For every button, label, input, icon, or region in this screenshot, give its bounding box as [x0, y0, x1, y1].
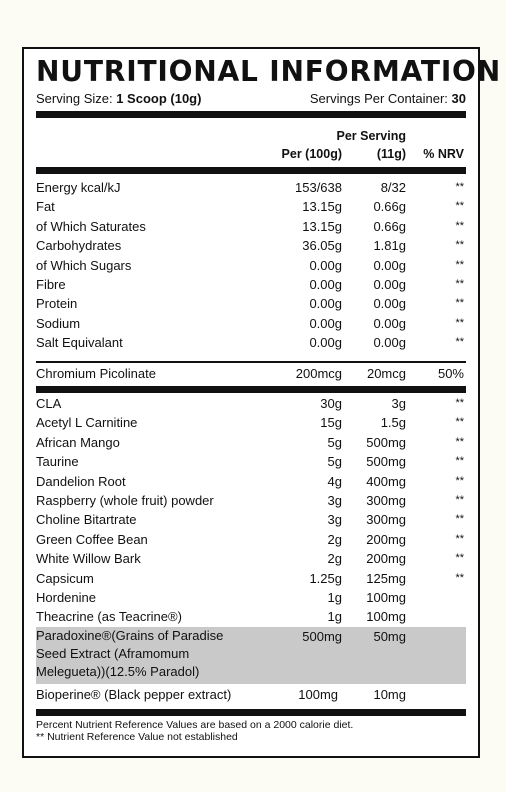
row-nrv: **: [455, 494, 464, 506]
row-name: Green Coffee Bean: [36, 531, 148, 547]
row-per-100g: 36.05g: [302, 238, 342, 254]
row-per-100g: 4g: [327, 473, 342, 489]
paradoxine-line-2: Seed Extract (Aframomum: [36, 646, 190, 661]
row-name: Protein: [36, 296, 78, 312]
row-nrv: **: [455, 455, 464, 468]
row-per-serving: 125mg: [366, 570, 406, 586]
row-per-serving: 200mg: [366, 531, 406, 547]
mineral-divider-top: [36, 361, 466, 363]
servings-per-container-label: Servings Per Container:: [309, 91, 448, 106]
row-per-serving: 400mg: [366, 473, 406, 489]
servings-per-container-value: 30: [451, 91, 466, 106]
row-nrv: **: [455, 219, 464, 232]
header-per-serving-line2: (11g): [376, 147, 406, 161]
row-name: Hordenine: [36, 590, 96, 605]
row-per-serving: 500mg: [366, 434, 406, 450]
actives-divider: [36, 386, 466, 393]
row-per-serving: 0.00g: [373, 315, 406, 331]
row-per-serving: 100mg: [366, 590, 406, 605]
columns-divider: [36, 167, 466, 174]
row-per-100g: 1.25g: [309, 570, 342, 586]
row-per-100g: 5g: [327, 454, 342, 470]
row-per-serving: 0.00g: [373, 277, 406, 292]
row-nrv: **: [455, 278, 464, 290]
row-name: Energy kcal/kJ: [36, 180, 121, 195]
row-name: Taurine: [36, 454, 79, 470]
row-per-serving: 0.00g: [373, 257, 406, 273]
footer-divider: [36, 709, 466, 716]
paradoxine-per-serving: 50mg: [373, 629, 406, 644]
row-nrv: **: [455, 397, 464, 409]
row-per-serving: 0.00g: [373, 335, 406, 351]
serving-size-value: 1 Scoop (10g): [116, 91, 202, 106]
bioperine-name: Bioperine® (Black pepper extract): [36, 687, 232, 702]
header-divider: [36, 111, 466, 118]
row-nrv: **: [455, 571, 464, 584]
paradoxine-line-1: Paradoxine®(Grains of Paradise: [36, 628, 224, 643]
serving-info: [36, 91, 466, 107]
paradoxine-line-3: Melegueta))(12.5% Paradol): [36, 664, 200, 679]
row-name: CLA: [36, 396, 62, 411]
row-name: Choline Bitartrate: [36, 512, 137, 528]
row-nrv: **: [455, 316, 464, 329]
row-per-100g: 2g: [327, 531, 342, 547]
row-name: Raspberry (whole fruit) powder: [36, 493, 214, 508]
row-per-serving: 3g: [391, 396, 406, 411]
row-per-100g: 3g: [327, 493, 342, 508]
row-per-100g: 0.00g: [309, 277, 342, 292]
row-name: Fibre: [36, 277, 66, 292]
serving-size: [36, 91, 201, 107]
row-per-100g: 0.00g: [309, 335, 342, 351]
footnote-reference: Percent Nutrient Reference Values are based on a 2000 calorie diet.: [36, 719, 354, 731]
servings-per-container: [310, 91, 466, 107]
row-nrv: **: [455, 552, 464, 565]
row-nrv: **: [455, 200, 464, 213]
row-per-100g: 0.00g: [309, 296, 342, 312]
row-per-100g: 13.15g: [302, 199, 342, 215]
row-per-serving: 200mg: [366, 551, 406, 567]
row-name: White Willow Bark: [36, 551, 141, 567]
row-per-100g: 3g: [327, 512, 342, 528]
row-per-100g: 30g: [320, 396, 342, 411]
row-per-100g: 0.00g: [309, 257, 342, 273]
header-nrv: % NRV: [423, 147, 464, 161]
row-per-100g: 5g: [327, 434, 342, 450]
row-per-100g: 1g: [327, 609, 342, 625]
row-nrv: **: [455, 297, 464, 310]
row-nrv: **: [455, 239, 464, 252]
row-nrv: **: [455, 474, 464, 487]
header-per-serving-line1: Per Serving: [336, 129, 406, 143]
row-per-100g: 1g: [327, 590, 342, 605]
row-nrv: **: [455, 532, 464, 545]
row-nrv: **: [455, 513, 464, 526]
bioperine-per-serving: 10mg: [373, 687, 406, 702]
row-per-serving: 100mg: [366, 609, 406, 625]
row-name: Sodium: [36, 315, 81, 331]
mineral-per-serving: 20mcg: [366, 366, 406, 381]
serving-size-label: Serving Size:: [36, 91, 113, 106]
row-per-serving: 1.5g: [380, 415, 406, 431]
row-per-100g: 153/638: [295, 180, 342, 195]
row-per-serving: 300mg: [366, 493, 406, 508]
mineral-nrv: 50%: [437, 366, 464, 381]
mineral-per-100g: 200mcg: [295, 366, 342, 381]
row-nrv: **: [455, 435, 464, 448]
row-name: Acetyl L Carnitine: [36, 415, 138, 431]
row-nrv: **: [455, 416, 464, 429]
paradoxine-row: [36, 627, 466, 684]
header-per-100g: Per (100g): [281, 147, 342, 161]
row-per-serving: 0.66g: [373, 199, 406, 215]
row-nrv: **: [455, 258, 464, 271]
row-per-serving: 0.00g: [373, 296, 406, 312]
row-per-serving: 0.66g: [373, 218, 406, 234]
row-name: Capsicum: [36, 570, 94, 586]
row-name: Dandelion Root: [36, 473, 126, 489]
bioperine-per-100g: 100mg: [298, 687, 338, 702]
row-per-serving: 300mg: [366, 512, 406, 528]
row-per-serving: 500mg: [366, 454, 406, 470]
mineral-name: Chromium Picolinate: [36, 366, 156, 381]
panel-title: NUTRITIONAL INFORMATION: [36, 55, 501, 88]
row-per-100g: 0.00g: [309, 315, 342, 331]
row-name: Theacrine (as Teacrine®): [36, 609, 182, 625]
row-name: African Mango: [36, 434, 120, 450]
row-per-100g: 2g: [327, 551, 342, 567]
paradoxine-name: [36, 627, 223, 681]
row-name: Fat: [36, 199, 55, 215]
footnote-not-established: ** Nutrient Reference Value not established: [36, 731, 238, 743]
row-name: Carbohydrates: [36, 238, 122, 254]
row-per-100g: 15g: [320, 415, 342, 431]
row-name: of Which Sugars: [36, 257, 132, 273]
row-name: of Which Saturates: [36, 218, 146, 234]
row-per-serving: 1.81g: [373, 238, 406, 254]
row-nrv: **: [455, 181, 464, 193]
paradoxine-per-100g: 500mg: [302, 629, 342, 644]
row-name: Salt Equivalant: [36, 335, 123, 351]
row-per-100g: 13.15g: [302, 218, 342, 234]
nutrition-panel: [22, 47, 501, 758]
row-nrv: **: [455, 336, 464, 349]
row-per-serving: 8/32: [380, 180, 406, 195]
